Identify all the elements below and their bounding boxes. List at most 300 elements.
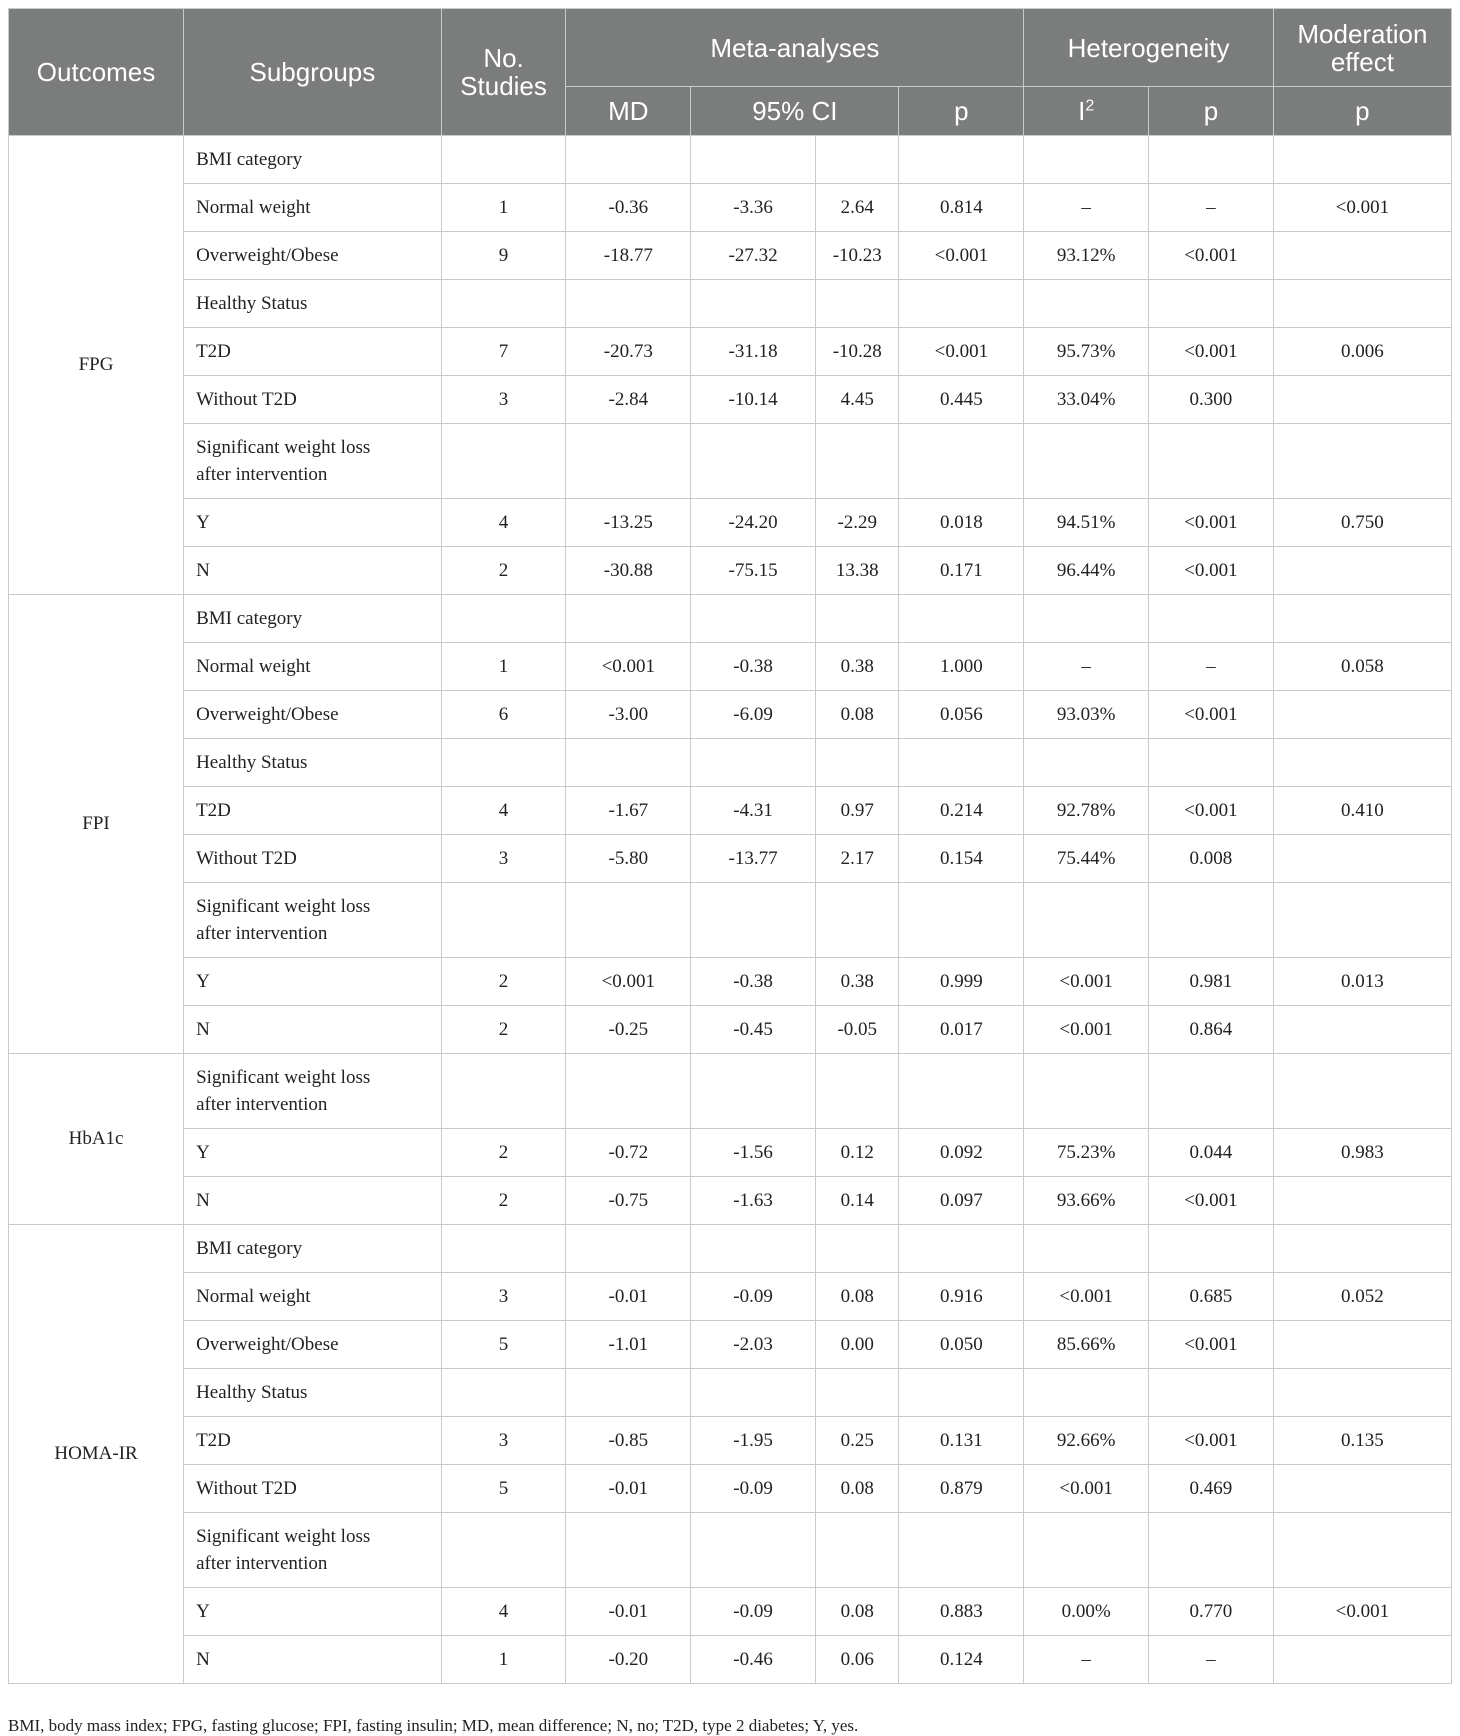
i2-cell: – xyxy=(1024,643,1149,691)
i2-cell: 93.66% xyxy=(1024,1177,1149,1225)
ci-low-cell: -0.38 xyxy=(691,958,816,1006)
ci-low-cell: -4.31 xyxy=(691,787,816,835)
ci-high-cell xyxy=(815,739,899,787)
subgroup-label-line2: after intervention xyxy=(196,464,328,485)
md-cell: <0.001 xyxy=(566,643,691,691)
header-no-studies xyxy=(441,9,566,136)
studies-cell: 5 xyxy=(441,1321,566,1369)
md-cell: -0.85 xyxy=(566,1417,691,1465)
studies-cell: 4 xyxy=(441,1588,566,1636)
ci-high-cell: 2.17 xyxy=(815,835,899,883)
het-p-cell xyxy=(1149,883,1274,958)
md-cell xyxy=(566,424,691,499)
ci-low-cell: -3.36 xyxy=(691,184,816,232)
ci-low-cell: -0.09 xyxy=(691,1465,816,1513)
outcome-cell: FPG xyxy=(9,136,184,595)
studies-cell xyxy=(441,1369,566,1417)
studies-cell: 3 xyxy=(441,1417,566,1465)
mod-p-cell xyxy=(1273,1636,1451,1684)
p-value-cell xyxy=(899,595,1024,643)
i2-cell: – xyxy=(1024,1636,1149,1684)
ci-low-cell: -13.77 xyxy=(691,835,816,883)
ci-high-cell: -10.23 xyxy=(815,232,899,280)
subgroup-label-line2: after intervention xyxy=(196,1553,328,1574)
ci-high-cell: 0.38 xyxy=(815,958,899,1006)
table-row xyxy=(9,184,1452,232)
ci-high-cell: 13.38 xyxy=(815,547,899,595)
header-moderation-effect xyxy=(1273,9,1451,87)
subgroup-meta-analysis-table xyxy=(8,8,1452,1684)
studies-cell: 9 xyxy=(441,232,566,280)
studies-cell xyxy=(441,424,566,499)
ci-high-cell: 0.12 xyxy=(815,1129,899,1177)
ci-high-cell: -10.28 xyxy=(815,328,899,376)
studies-cell: 2 xyxy=(441,1129,566,1177)
i2-cell xyxy=(1024,1054,1149,1129)
i2-cell xyxy=(1024,136,1149,184)
het-p-cell: 0.300 xyxy=(1149,376,1274,424)
mod-p-cell: 0.052 xyxy=(1273,1273,1451,1321)
p-value-cell xyxy=(899,280,1024,328)
het-p-cell: <0.001 xyxy=(1149,691,1274,739)
md-cell xyxy=(566,280,691,328)
subgroup-cell: Y xyxy=(184,958,442,1006)
het-p-cell: – xyxy=(1149,1636,1274,1684)
subgroup-cell: Y xyxy=(184,1588,442,1636)
md-cell: -2.84 xyxy=(566,376,691,424)
mod-p-cell xyxy=(1273,1177,1451,1225)
ci-high-cell: 0.08 xyxy=(815,1273,899,1321)
i2-cell: 75.23% xyxy=(1024,1129,1149,1177)
table-row xyxy=(9,739,1452,787)
subgroup-cell: Healthy Status xyxy=(184,1369,442,1417)
table-row xyxy=(9,1636,1452,1684)
subgroup-label-line1: Significant weight loss xyxy=(196,896,371,917)
ci-high-cell: 0.14 xyxy=(815,1177,899,1225)
het-p-cell: 0.864 xyxy=(1149,1006,1274,1054)
mod-p-cell: 0.058 xyxy=(1273,643,1451,691)
header-p: p xyxy=(899,87,1024,136)
table-header xyxy=(9,9,1452,136)
i2-cell: 95.73% xyxy=(1024,328,1149,376)
header-i2-base: I xyxy=(1078,96,1086,126)
header-moderation-effect-text: Moderation effect xyxy=(1297,18,1428,77)
subgroup-cell: BMI category xyxy=(184,1225,442,1273)
ci-high-cell xyxy=(815,595,899,643)
table-body xyxy=(9,136,1452,1684)
subgroup-cell: Overweight/Obese xyxy=(184,232,442,280)
studies-cell: 2 xyxy=(441,1006,566,1054)
outcome-cell: FPI xyxy=(9,595,184,1054)
ci-low-cell: -24.20 xyxy=(691,499,816,547)
studies-cell: 6 xyxy=(441,691,566,739)
p-value-cell: 0.999 xyxy=(899,958,1024,1006)
header-mod-p: p xyxy=(1273,87,1451,136)
table-row xyxy=(9,595,1452,643)
header-md: MD xyxy=(566,87,691,136)
md-cell: -13.25 xyxy=(566,499,691,547)
md-cell xyxy=(566,595,691,643)
ci-low-cell: -31.18 xyxy=(691,328,816,376)
ci-high-cell: 0.25 xyxy=(815,1417,899,1465)
het-p-cell: 0.685 xyxy=(1149,1273,1274,1321)
p-value-cell xyxy=(899,739,1024,787)
i2-cell: 93.03% xyxy=(1024,691,1149,739)
p-value-cell: 0.124 xyxy=(899,1636,1024,1684)
table-row xyxy=(9,499,1452,547)
studies-cell: 7 xyxy=(441,328,566,376)
table-row xyxy=(9,424,1452,499)
subgroup-cell: T2D xyxy=(184,787,442,835)
studies-cell xyxy=(441,595,566,643)
subgroup-cell xyxy=(184,424,442,499)
outcome-cell: HOMA-IR xyxy=(9,1225,184,1684)
p-value-cell: 0.171 xyxy=(899,547,1024,595)
header-no-studies-text: No. Studies xyxy=(460,43,547,101)
p-value-cell: 0.814 xyxy=(899,184,1024,232)
studies-cell: 1 xyxy=(441,643,566,691)
subgroup-cell: N xyxy=(184,547,442,595)
studies-cell xyxy=(441,1513,566,1588)
ci-high-cell: 0.08 xyxy=(815,1465,899,1513)
i2-cell: <0.001 xyxy=(1024,1465,1149,1513)
table-row xyxy=(9,787,1452,835)
i2-cell xyxy=(1024,739,1149,787)
subgroup-cell xyxy=(184,883,442,958)
het-p-cell: <0.001 xyxy=(1149,499,1274,547)
studies-cell xyxy=(441,1225,566,1273)
ci-low-cell: -6.09 xyxy=(691,691,816,739)
i2-cell: <0.001 xyxy=(1024,1006,1149,1054)
header-i2-sup: 2 xyxy=(1085,97,1095,115)
p-value-cell: 0.214 xyxy=(899,787,1024,835)
i2-cell: 33.04% xyxy=(1024,376,1149,424)
ci-low-cell: -2.03 xyxy=(691,1321,816,1369)
md-cell xyxy=(566,1513,691,1588)
ci-low-cell xyxy=(691,595,816,643)
ci-low-cell: -0.38 xyxy=(691,643,816,691)
ci-high-cell: 0.08 xyxy=(815,1588,899,1636)
het-p-cell: 0.469 xyxy=(1149,1465,1274,1513)
table-row xyxy=(9,691,1452,739)
table-row xyxy=(9,1006,1452,1054)
table-row xyxy=(9,883,1452,958)
p-value-cell: 0.916 xyxy=(899,1273,1024,1321)
mod-p-cell xyxy=(1273,547,1451,595)
mod-p-cell xyxy=(1273,1465,1451,1513)
table-row xyxy=(9,1225,1452,1273)
md-cell: -0.01 xyxy=(566,1588,691,1636)
p-value-cell: <0.001 xyxy=(899,232,1024,280)
het-p-cell xyxy=(1149,595,1274,643)
ci-low-cell xyxy=(691,136,816,184)
het-p-cell: <0.001 xyxy=(1149,547,1274,595)
ci-high-cell: 0.97 xyxy=(815,787,899,835)
table-row xyxy=(9,1417,1452,1465)
p-value-cell xyxy=(899,424,1024,499)
mod-p-cell xyxy=(1273,1513,1451,1588)
table-container xyxy=(8,8,1452,1684)
header-95ci: 95% CI xyxy=(691,87,899,136)
table-row xyxy=(9,136,1452,184)
p-value-cell: <0.001 xyxy=(899,328,1024,376)
studies-cell: 4 xyxy=(441,499,566,547)
ci-low-cell: -1.95 xyxy=(691,1417,816,1465)
ci-high-cell: 2.64 xyxy=(815,184,899,232)
het-p-cell xyxy=(1149,1513,1274,1588)
mod-p-cell xyxy=(1273,739,1451,787)
ci-high-cell xyxy=(815,883,899,958)
ci-high-cell: -0.05 xyxy=(815,1006,899,1054)
i2-cell: 85.66% xyxy=(1024,1321,1149,1369)
subgroup-cell: Normal weight xyxy=(184,643,442,691)
ci-high-cell xyxy=(815,136,899,184)
md-cell: -0.75 xyxy=(566,1177,691,1225)
table-row xyxy=(9,1588,1452,1636)
table-row xyxy=(9,1369,1452,1417)
mod-p-cell xyxy=(1273,232,1451,280)
ci-low-cell xyxy=(691,883,816,958)
het-p-cell: – xyxy=(1149,184,1274,232)
i2-cell xyxy=(1024,883,1149,958)
subgroup-cell: Normal weight xyxy=(184,1273,442,1321)
studies-cell: 1 xyxy=(441,1636,566,1684)
md-cell xyxy=(566,136,691,184)
het-p-cell xyxy=(1149,424,1274,499)
ci-low-cell: -0.09 xyxy=(691,1273,816,1321)
p-value-cell xyxy=(899,1513,1024,1588)
mod-p-cell xyxy=(1273,595,1451,643)
i2-cell xyxy=(1024,280,1149,328)
ci-low-cell: -27.32 xyxy=(691,232,816,280)
mod-p-cell xyxy=(1273,883,1451,958)
md-cell: -0.36 xyxy=(566,184,691,232)
subgroup-label-line2: after intervention xyxy=(196,1094,328,1115)
ci-high-cell: 0.38 xyxy=(815,643,899,691)
p-value-cell: 0.018 xyxy=(899,499,1024,547)
mod-p-cell xyxy=(1273,691,1451,739)
mod-p-cell xyxy=(1273,280,1451,328)
i2-cell: 0.00% xyxy=(1024,1588,1149,1636)
md-cell: -0.20 xyxy=(566,1636,691,1684)
table-row xyxy=(9,643,1452,691)
p-value-cell xyxy=(899,1369,1024,1417)
subgroup-cell: Without T2D xyxy=(184,1465,442,1513)
subgroup-cell: Without T2D xyxy=(184,376,442,424)
subgroup-cell: T2D xyxy=(184,1417,442,1465)
i2-cell: 96.44% xyxy=(1024,547,1149,595)
md-cell xyxy=(566,1054,691,1129)
ci-low-cell xyxy=(691,424,816,499)
subgroup-cell: Y xyxy=(184,499,442,547)
table-row xyxy=(9,1465,1452,1513)
subgroup-cell: Normal weight xyxy=(184,184,442,232)
p-value-cell: 0.092 xyxy=(899,1129,1024,1177)
table-row xyxy=(9,1129,1452,1177)
het-p-cell: <0.001 xyxy=(1149,1177,1274,1225)
md-cell: -3.00 xyxy=(566,691,691,739)
subgroup-cell: BMI category xyxy=(184,136,442,184)
md-cell: -1.67 xyxy=(566,787,691,835)
mod-p-cell: 0.013 xyxy=(1273,958,1451,1006)
ci-low-cell xyxy=(691,1513,816,1588)
md-cell: -0.25 xyxy=(566,1006,691,1054)
i2-cell: 75.44% xyxy=(1024,835,1149,883)
het-p-cell: 0.044 xyxy=(1149,1129,1274,1177)
header-outcomes: Outcomes xyxy=(9,9,184,136)
i2-cell: 93.12% xyxy=(1024,232,1149,280)
i2-cell xyxy=(1024,1225,1149,1273)
subgroup-cell: BMI category xyxy=(184,595,442,643)
mod-p-cell xyxy=(1273,1225,1451,1273)
studies-cell: 3 xyxy=(441,1273,566,1321)
md-cell: -30.88 xyxy=(566,547,691,595)
ci-high-cell xyxy=(815,1513,899,1588)
subgroup-label-line1: Significant weight loss xyxy=(196,437,371,458)
mod-p-cell xyxy=(1273,1054,1451,1129)
i2-cell xyxy=(1024,1369,1149,1417)
md-cell: -20.73 xyxy=(566,328,691,376)
ci-low-cell xyxy=(691,739,816,787)
p-value-cell xyxy=(899,883,1024,958)
studies-cell: 3 xyxy=(441,835,566,883)
p-value-cell: 0.879 xyxy=(899,1465,1024,1513)
table-row xyxy=(9,835,1452,883)
studies-cell xyxy=(441,739,566,787)
ci-high-cell: 4.45 xyxy=(815,376,899,424)
mod-p-cell: 0.410 xyxy=(1273,787,1451,835)
header-heterogeneity: Heterogeneity xyxy=(1024,9,1274,87)
p-value-cell: 0.131 xyxy=(899,1417,1024,1465)
ci-low-cell: -1.56 xyxy=(691,1129,816,1177)
subgroup-cell xyxy=(184,1513,442,1588)
studies-cell: 2 xyxy=(441,1177,566,1225)
mod-p-cell: 0.135 xyxy=(1273,1417,1451,1465)
studies-cell: 5 xyxy=(441,1465,566,1513)
studies-cell: 1 xyxy=(441,184,566,232)
studies-cell: 3 xyxy=(441,376,566,424)
subgroup-cell: Overweight/Obese xyxy=(184,1321,442,1369)
ci-high-cell: 0.08 xyxy=(815,691,899,739)
p-value-cell: 1.000 xyxy=(899,643,1024,691)
table-row xyxy=(9,376,1452,424)
p-value-cell xyxy=(899,1225,1024,1273)
ci-low-cell xyxy=(691,1369,816,1417)
ci-low-cell: -0.09 xyxy=(691,1588,816,1636)
mod-p-cell: 0.750 xyxy=(1273,499,1451,547)
subgroup-cell xyxy=(184,1054,442,1129)
het-p-cell xyxy=(1149,280,1274,328)
i2-cell xyxy=(1024,1513,1149,1588)
studies-cell xyxy=(441,883,566,958)
ci-low-cell: -10.14 xyxy=(691,376,816,424)
md-cell: -0.72 xyxy=(566,1129,691,1177)
ci-high-cell xyxy=(815,280,899,328)
md-cell: -1.01 xyxy=(566,1321,691,1369)
subgroup-cell: Without T2D xyxy=(184,835,442,883)
md-cell: <0.001 xyxy=(566,958,691,1006)
ci-low-cell: -75.15 xyxy=(691,547,816,595)
i2-cell: 94.51% xyxy=(1024,499,1149,547)
het-p-cell: <0.001 xyxy=(1149,328,1274,376)
table-row xyxy=(9,1177,1452,1225)
table-row xyxy=(9,547,1452,595)
table-row xyxy=(9,958,1452,1006)
het-p-cell xyxy=(1149,1054,1274,1129)
mod-p-cell xyxy=(1273,424,1451,499)
het-p-cell xyxy=(1149,136,1274,184)
studies-cell: 2 xyxy=(441,547,566,595)
ci-high-cell xyxy=(815,1054,899,1129)
table-footnote: BMI, body mass index; FPG, fasting glucose; FPI, fasting insulin; MD, mean difference; N, no; T2D, type 2 diabetes; Y, yes. xyxy=(8,1716,859,1735)
md-cell: -18.77 xyxy=(566,232,691,280)
ci-low-cell xyxy=(691,1054,816,1129)
mod-p-cell xyxy=(1273,835,1451,883)
mod-p-cell xyxy=(1273,1321,1451,1369)
mod-p-cell xyxy=(1273,1369,1451,1417)
i2-cell: <0.001 xyxy=(1024,958,1149,1006)
table-row xyxy=(9,1321,1452,1369)
subgroup-cell: Y xyxy=(184,1129,442,1177)
table-row xyxy=(9,1513,1452,1588)
studies-cell xyxy=(441,136,566,184)
table-row xyxy=(9,1273,1452,1321)
mod-p-cell: <0.001 xyxy=(1273,1588,1451,1636)
header-het-p: p xyxy=(1149,87,1274,136)
table-row xyxy=(9,328,1452,376)
ci-low-cell: -0.46 xyxy=(691,1636,816,1684)
ci-high-cell xyxy=(815,424,899,499)
md-cell: -0.01 xyxy=(566,1273,691,1321)
header-meta-analyses: Meta-analyses xyxy=(566,9,1024,87)
outcome-cell: HbA1c xyxy=(9,1054,184,1225)
het-p-cell: <0.001 xyxy=(1149,232,1274,280)
het-p-cell: 0.981 xyxy=(1149,958,1274,1006)
ci-high-cell: 0.06 xyxy=(815,1636,899,1684)
ci-high-cell: -2.29 xyxy=(815,499,899,547)
md-cell: -0.01 xyxy=(566,1465,691,1513)
i2-cell: 92.78% xyxy=(1024,787,1149,835)
p-value-cell xyxy=(899,136,1024,184)
ci-low-cell: -0.45 xyxy=(691,1006,816,1054)
header-i2 xyxy=(1024,87,1149,136)
i2-cell: – xyxy=(1024,184,1149,232)
het-p-cell xyxy=(1149,739,1274,787)
mod-p-cell xyxy=(1273,376,1451,424)
het-p-cell: <0.001 xyxy=(1149,1321,1274,1369)
p-value-cell: 0.445 xyxy=(899,376,1024,424)
subgroup-label-line1: Significant weight loss xyxy=(196,1526,371,1547)
subgroup-cell: N xyxy=(184,1006,442,1054)
subgroup-label-line1: Significant weight loss xyxy=(196,1067,371,1088)
ci-high-cell: 0.00 xyxy=(815,1321,899,1369)
i2-cell: 92.66% xyxy=(1024,1417,1149,1465)
p-value-cell xyxy=(899,1054,1024,1129)
table-row xyxy=(9,1054,1452,1129)
md-cell xyxy=(566,1225,691,1273)
het-p-cell: 0.770 xyxy=(1149,1588,1274,1636)
p-value-cell: 0.050 xyxy=(899,1321,1024,1369)
mod-p-cell: 0.983 xyxy=(1273,1129,1451,1177)
mod-p-cell xyxy=(1273,136,1451,184)
p-value-cell: 0.056 xyxy=(899,691,1024,739)
subgroup-cell: Overweight/Obese xyxy=(184,691,442,739)
ci-low-cell xyxy=(691,1225,816,1273)
ci-high-cell xyxy=(815,1225,899,1273)
md-cell xyxy=(566,1369,691,1417)
het-p-cell: <0.001 xyxy=(1149,787,1274,835)
subgroup-cell: T2D xyxy=(184,328,442,376)
